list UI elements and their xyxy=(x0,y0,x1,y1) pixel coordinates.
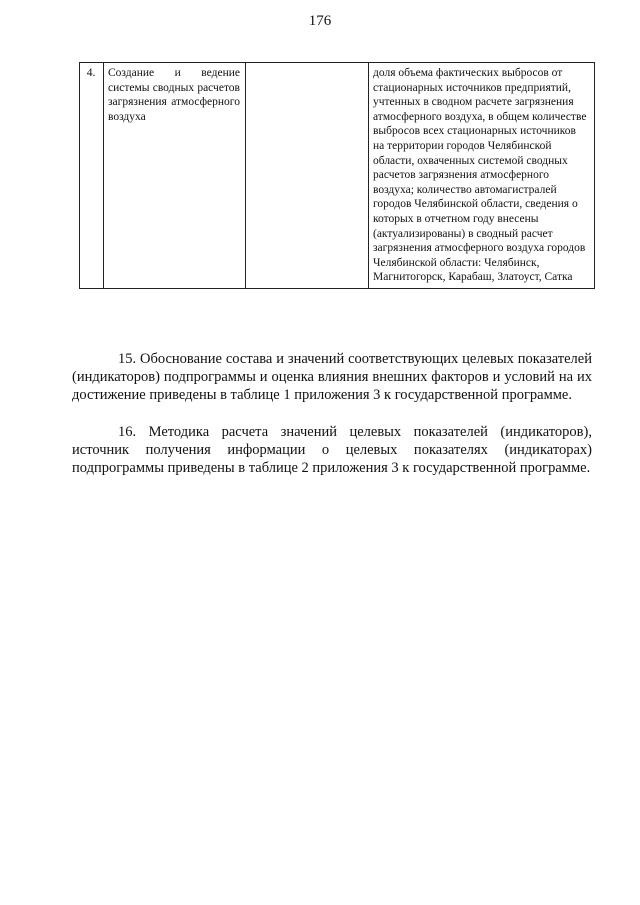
table-row xyxy=(80,63,595,289)
measure-name-cell: Создание и ведение системы сводных расчетов загрязнения атмосферного воздуха xyxy=(104,63,246,289)
empty-cell xyxy=(246,63,369,289)
row-number-cell: 4. xyxy=(80,63,104,289)
indicators-cell: доля объема фактических выбросов от стационарных источников предприятий, учтенных в сводном расчете загрязнения атмосферного воздуха, в общем количестве выбросов всех стационарных источников на территории городов Челябинской области, охваченных системой сводных расчетов загрязнения атмосферного воздуха; количество автомагистралей городов Челябинской области, сведения о которых в отчетном году внесены (актуализированы) в сводный расчет загрязнения атмосферного воздуха городов Челябинской области: Челябинск, Магнитогорск, Карабаш, Златоуст, Сатка xyxy=(369,63,595,289)
measures-table xyxy=(79,62,595,289)
page-number: 176 xyxy=(308,13,332,29)
paragraph-16: 16. Методика расчета значений целевых показателей (индикаторов), источник получения информации о целевых показателях (индикаторах) подпрограммы приведены в таблице 2 приложения 3 к государственной программе. xyxy=(72,424,592,477)
paragraph-15: 15. Обоснование состава и значений соответствующих целевых показателей (индикаторов) подпрограммы и оценка влияния внешних факторов и условий на их достижение приведены в таблице 1 приложения 3 к государственной программе. xyxy=(72,351,592,404)
